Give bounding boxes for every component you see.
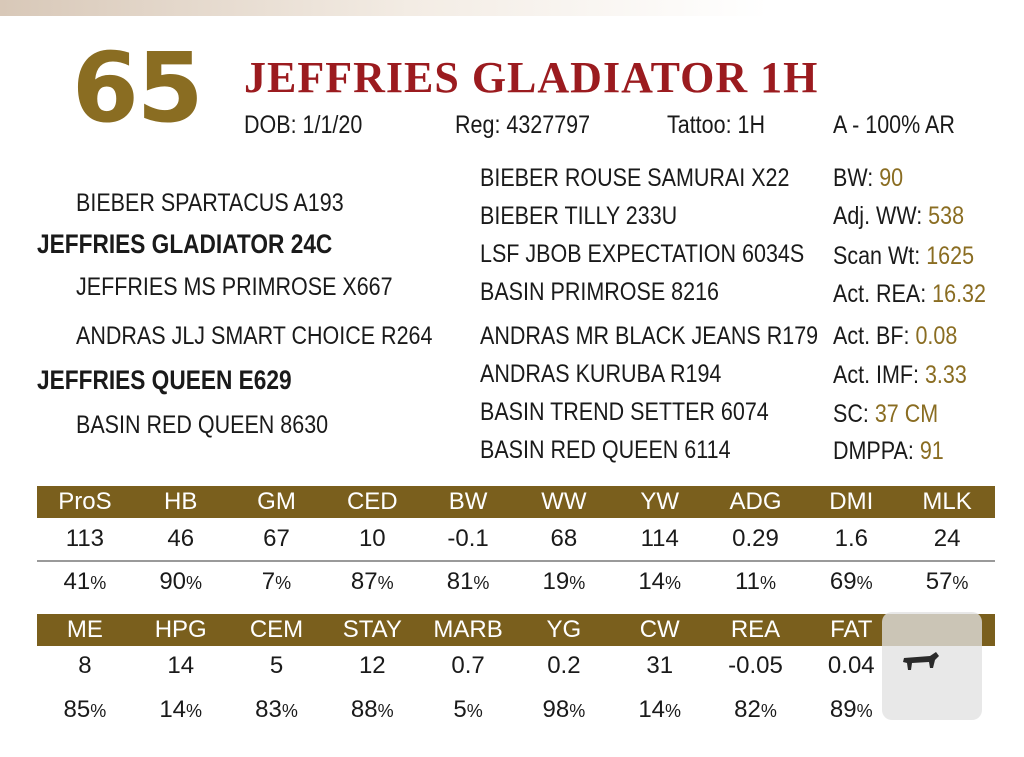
pedigree-outer: LSF JBOB EXPECTATION 6034S [480, 240, 805, 268]
epd-percentile-dmi: 69% [829, 568, 873, 595]
stat-act-bf: Act. BF: 0.08 [833, 322, 958, 350]
epd-percentile-stay: 88% [350, 696, 394, 723]
pedigree-sire-dam: JEFFRIES MS PRIMROSE X667 [76, 273, 393, 301]
top-edge-shadow [0, 0, 1024, 16]
epd-percentile-rea: 82% [734, 696, 777, 723]
epd-percentile-adg: 11% [735, 568, 776, 595]
pedigree-outer: ANDRAS MR BLACK JEANS R179 [480, 322, 819, 350]
epd-header-bw: BW [448, 488, 488, 515]
epd-value-fat: 0.04 [827, 652, 875, 679]
epd-header-rea: REA [730, 616, 781, 643]
epd-header-pros: ProS [58, 488, 112, 515]
epd-percentile-hb: 90% [159, 568, 203, 595]
epd-percentile-hpg: 14% [159, 696, 203, 723]
epd-header-hb: HB [164, 488, 198, 515]
epd-header-dmi: DMI [829, 488, 874, 515]
lot-number: 65 [72, 32, 202, 144]
epd-header-band [37, 486, 995, 518]
epd-header-cem: CEM [249, 616, 304, 643]
epd-percentile-ww: 19% [542, 568, 586, 595]
epd-header-band [37, 614, 995, 646]
epd-value-pros: 113 [65, 525, 105, 552]
epd-value-dmi: 1.6 [834, 525, 868, 552]
epd-value-adg: 0.29 [732, 525, 779, 552]
epd-header-cw: CW [639, 616, 680, 643]
epd-percentile-bw: 81% [446, 568, 490, 595]
epd-value-yg: 0.2 [547, 652, 581, 679]
epd-value-me: 8 [78, 652, 92, 679]
pedigree-outer: BASIN RED QUEEN 6114 [480, 436, 731, 464]
stat-dmppa: DMPPA: 91 [833, 437, 944, 465]
epd-header-fat: FAT [830, 616, 873, 643]
stat-act-rea: Act. REA: 16.32 [833, 280, 986, 308]
epd-header-yw: YW [640, 488, 680, 515]
epd-percentile-me: 85% [63, 696, 107, 723]
pedigree-dam-dam: BASIN RED QUEEN 8630 [76, 411, 329, 439]
epd-value-yw: 114 [640, 525, 679, 552]
epd-value-hpg: 14 [167, 652, 195, 679]
epd-percentile-gm: 7% [261, 568, 292, 595]
cattle-icon [900, 650, 940, 676]
epd-percentile-yg: 98% [542, 696, 586, 723]
epd-percentile-mlk: 57% [925, 568, 969, 595]
stat-adj-ww: Adj. WW: 538 [833, 202, 965, 230]
epd-percentile-cem: 83% [255, 696, 298, 723]
stat-act-imf: Act. IMF: 3.33 [833, 361, 967, 389]
pedigree-outer: ANDRAS KURUBA R194 [480, 360, 722, 388]
epd-header-marb: MARB [433, 616, 503, 643]
epd-value-ww: 68 [550, 525, 578, 552]
epd-percentile-fat: 89% [829, 696, 873, 723]
epd-header-ww: WW [541, 488, 587, 515]
epd-percentile-marb: 5% [453, 696, 483, 723]
epd-header-gm: GM [257, 488, 296, 515]
registration-number: Reg: 4327797 [455, 111, 591, 139]
epd-value-marb: 0.7 [451, 652, 485, 679]
stat-scan-wt: Scan Wt: 1625 [833, 242, 975, 270]
pedigree-sire-sire: BIEBER SPARTACUS A193 [76, 189, 344, 217]
epd-percentile-ced: 87% [350, 568, 394, 595]
animal-name: JEFFRIES GLADIATOR 1H [244, 53, 819, 102]
dob: DOB: 1/1/20 [244, 111, 363, 139]
epd-header-me: ME [66, 616, 103, 643]
epd-value-cw: 31 [646, 652, 674, 679]
pedigree-dam: JEFFRIES QUEEN E629 [37, 365, 292, 395]
breed-percentage: A - 100% AR [833, 111, 955, 139]
epd-value-stay: 12 [358, 652, 386, 679]
epd-header-hpg: HPG [154, 616, 207, 643]
epd-percentile-cw: 14% [638, 696, 682, 723]
epd-value-cem: 5 [269, 652, 284, 679]
stat-sc: SC: 37 CM [833, 400, 939, 428]
pedigree-outer: BASIN TREND SETTER 6074 [480, 398, 769, 426]
pedigree-dam-sire: ANDRAS JLJ SMART CHOICE R264 [76, 322, 433, 350]
epd-value-mlk: 24 [933, 525, 961, 552]
epd-header-adg: ADG [729, 488, 782, 515]
divider [37, 560, 995, 562]
tattoo: Tattoo: 1H [667, 111, 765, 139]
pedigree-sire: JEFFRIES GLADIATOR 24C [37, 229, 333, 259]
epd-value-gm: 67 [263, 525, 290, 552]
epd-value-bw: -0.1 [447, 525, 489, 552]
epd-value-rea: -0.05 [728, 652, 783, 679]
pedigree-outer: BASIN PRIMROSE 8216 [480, 278, 719, 306]
pedigree-outer: BIEBER TILLY 233U [480, 202, 678, 230]
epd-header-mlk: MLK [922, 488, 972, 515]
epd-header-yg: YG [546, 616, 582, 643]
epd-percentile-yw: 14% [638, 568, 682, 595]
epd-header-ced: CED [346, 488, 398, 515]
epd-value-ced: 10 [358, 525, 386, 552]
stat-bw: BW: 90 [833, 164, 904, 192]
epd-value-hb: 46 [167, 525, 195, 552]
epd-percentile-pros: 41% [63, 568, 107, 595]
epd-header-stay: STAY [342, 616, 402, 643]
pedigree-outer: BIEBER ROUSE SAMURAI X22 [480, 164, 790, 192]
